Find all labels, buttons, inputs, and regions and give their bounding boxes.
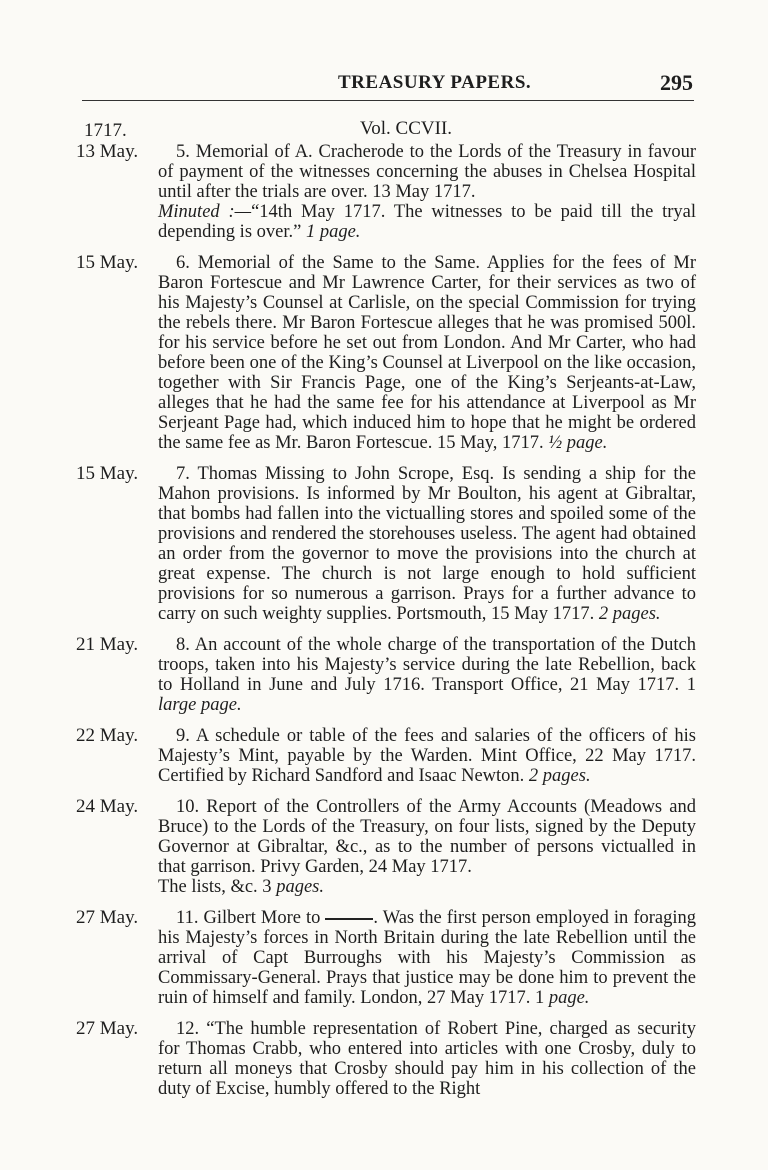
entry-text: 12. “The humble representation of Robert Pine, charged as security for Thomas Crabb, who entered into articles with one Crosby, duly to return all moneys that Crosby should pay him in his collection of the duty of Excise, humbly offered to the Right <box>158 1019 696 1099</box>
page-count: ½ page. <box>548 433 608 453</box>
entry-body <box>158 142 696 242</box>
entry-date: 22 May. <box>76 725 139 746</box>
entry-date: 24 May. <box>76 796 139 817</box>
entry-body <box>158 908 696 1008</box>
entry-paragraph <box>158 908 696 1008</box>
page-count: large page. <box>158 695 242 715</box>
page-count: pages. <box>276 877 324 897</box>
entry-body <box>158 464 696 624</box>
minute-text: “14th May 1717. The witnesses to be paid till the tryal depending is over.” <box>158 202 697 242</box>
minute-note <box>158 202 696 242</box>
entry-8 <box>76 635 696 715</box>
blank-recipient-dash <box>325 918 373 920</box>
entry-text: 7. Thomas Missing to John Scrope, Esq. Is sending a ship for the Mahon provisions. Is informed by Mr Boulton, his agent at Gibraltar, that bombs had fallen into the victualling stores and spoiled some of the provisions and rendered the storehouses useless. The agent had obtained an order from the governor to move the provisions into the church at great expense. The church is not large enough to hold sufficient provisions for so numerous a garrison. Prays for a further advance to carry on such weighty supplies. Portsmouth, 15 May 1717. <box>158 464 696 624</box>
entry-body <box>158 1019 696 1099</box>
entry-text: 10. Report of the Controllers of the Army Accounts (Meadows and Bruce) to the Lords of the Treasury, on four lists, signed by the Deputy Governor at Gibraltar, &c., as to the number of persons victualled in that garrison. Privy Garden, 24 May 1717. <box>158 797 696 877</box>
entry-11 <box>76 908 696 1008</box>
entry-text: 9. A schedule or table of the fees and salaries of the officers of his Majesty’s Mint, payable by the Warden. Mint Office, 22 May 1717. Certified by Richard Sandford and Isaac Newton. <box>158 726 696 786</box>
entry-body <box>158 635 696 715</box>
entry-body <box>158 797 696 897</box>
entry-10 <box>76 797 696 897</box>
running-head: TREASURY PAPERS. <box>338 72 532 93</box>
entry-text-start: 11. Gilbert More to <box>176 908 326 928</box>
entry-list <box>76 142 696 1110</box>
entry-paragraph <box>158 464 696 624</box>
page-count: 2 pages. <box>598 604 661 624</box>
entry-body <box>158 253 696 453</box>
entry-date: 15 May. <box>76 252 139 273</box>
enclosure-text: The lists, &c. 3 <box>158 877 277 897</box>
page-count: 2 pages. <box>528 766 591 786</box>
entry-paragraph <box>158 635 696 715</box>
entry-date: 27 May. <box>76 1018 139 1039</box>
entry-body <box>158 726 696 786</box>
page-number: 295 <box>660 70 693 95</box>
volume-title: Vol. CCVII. <box>360 118 453 139</box>
entry-7 <box>76 464 696 624</box>
entry-date: 27 May. <box>76 907 139 928</box>
entry-paragraph <box>158 253 696 453</box>
entry-6 <box>76 253 696 453</box>
entry-text: 8. An account of the whole charge of the transportation of the Dutch troops, taken into his Majesty’s service during the late Rebellion, back to Holland in June and July 1716. Transport Office, 21 May 1717. 1 <box>158 635 696 695</box>
enclosure-note <box>158 877 696 897</box>
header-rule <box>82 100 694 101</box>
entry-9 <box>76 726 696 786</box>
entry-text: 5. Memorial of A. Cracherode to the Lords of the Treasury in favour of payment of the witnesses concerning the abuses in Chelsea Hospital until after the trials are over. 13 May 1717. <box>158 142 696 202</box>
minute-lead: Minuted :— <box>158 202 252 222</box>
entry-text: . Was the first person employed in foraging his Majesty’s forces in North Britain during the late Rebellion until the arrival of Capt Burroughs with his Majesty’s Commission as Commissary-General. Prays that justice may be done him to prevent the ruin of himself and family. London, 27 May 1717. 1 <box>158 908 696 1008</box>
entry-5 <box>76 142 696 242</box>
page-count: page. <box>548 988 590 1008</box>
entry-date: 13 May. <box>76 141 139 162</box>
page-count: 1 page. <box>305 222 361 242</box>
entry-paragraph <box>158 726 696 786</box>
volume-year: 1717. <box>84 120 127 141</box>
entry-12 <box>76 1019 696 1099</box>
entry-date: 15 May. <box>76 463 139 484</box>
entry-date: 21 May. <box>76 634 139 655</box>
entry-text: 6. Memorial of the Same to the Same. Applies for the fees of Mr Baron Fortescue and Mr Lawrence Carter, for their services as two of his Majesty’s Counsel at Carlisle, on the special Commission for trying the rebels there. Mr Baron Fortescue alleges that he was promised 500l. for his service before he set out from London. And Mr Carter, who had before been one of the King’s Counsel at Liverpool on the like occasion, together with Sir Francis Page, one of the King’s Serjeants-at-Law, alleges that he had the same fee for his attendance at Liverpool as Mr Serjeant Page had, which induced him to hope that he might be ordered the same fee as Mr. Baron Fortescue. 15 May, 1717. <box>158 253 696 453</box>
